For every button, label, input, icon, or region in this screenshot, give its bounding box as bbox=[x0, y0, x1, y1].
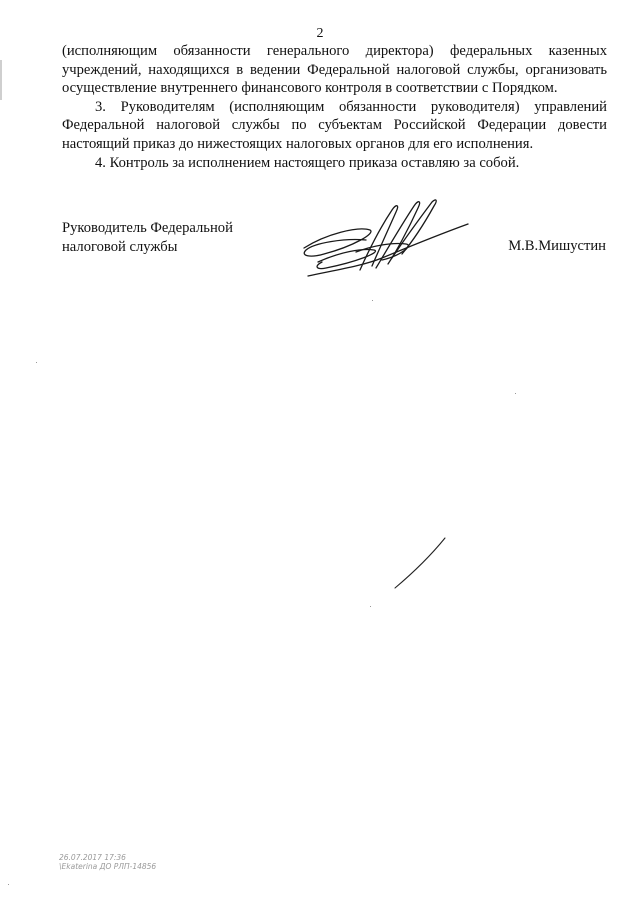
page-number: 2 bbox=[316, 26, 324, 41]
scan-speck bbox=[372, 300, 373, 301]
signer-name: М.В.Мишустин bbox=[508, 238, 606, 254]
paragraph-item-4: 4. Контроль за исполнением настоящего приказа оставляю за собой. bbox=[95, 154, 520, 171]
scan-speck bbox=[515, 393, 516, 394]
document-body bbox=[62, 42, 607, 172]
scan-speck bbox=[370, 606, 371, 607]
pen-slash-mark bbox=[392, 536, 448, 590]
scan-speck bbox=[8, 884, 9, 885]
print-footer bbox=[59, 853, 156, 871]
signer-title bbox=[62, 219, 302, 256]
signer-title-line-2: налоговой службы bbox=[62, 238, 178, 255]
scan-edge-mark bbox=[0, 60, 2, 100]
paragraph-continuation: (исполняющим обязанности генерального директора) федеральных казенных учреждений, находящихся в ведении Федеральной налоговой службы, организовать осуществление внутреннего финансового контроля в соответствии с Порядком. bbox=[62, 43, 607, 97]
footer-reference: \Ekaterina ДО РЛП-14856 bbox=[59, 862, 157, 871]
scan-speck bbox=[36, 362, 37, 363]
paragraph-item-3: 3. Руководителям (исполняющим обязанности руководителя) управлений Федеральной налоговой службы по субъектам Российской Федерации довести настоящий приказ до нижестоящих налоговых органов для его исполнения. bbox=[62, 98, 607, 152]
handwritten-signature bbox=[296, 196, 476, 286]
footer-timestamp: 26.07.2017 17:36 bbox=[59, 853, 126, 862]
signer-title-line-1: Руководитель Федеральной bbox=[62, 220, 233, 236]
